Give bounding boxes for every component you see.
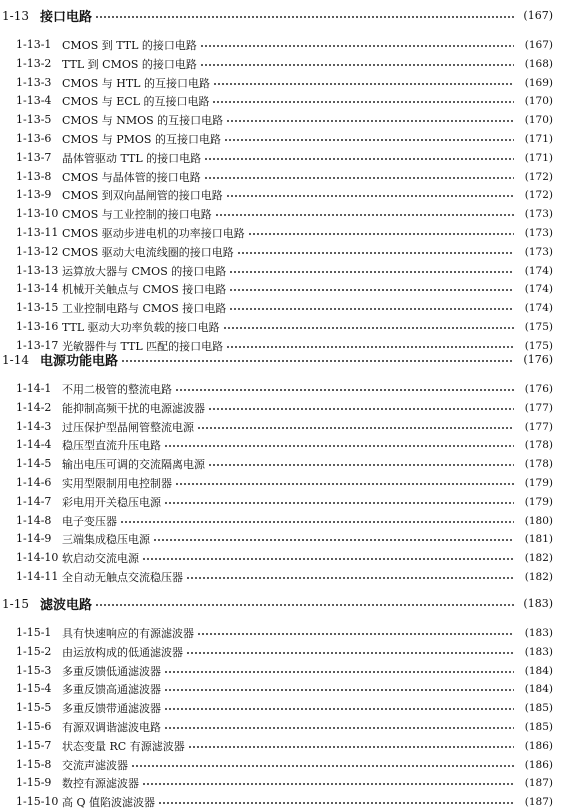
entry-title: CMOS 与 PMOS 的互接口电路 [62,132,221,146]
page-number: (185) [524,701,553,714]
entry-number: 1-14-3 [16,420,52,433]
section-heading [0,6,561,25]
dot-leader [186,577,514,579]
dot-leader [142,783,514,785]
entry-number: 1-14-10 [16,551,59,564]
dot-leader [223,327,514,329]
page-number: (170) [524,94,553,107]
entry-number: 1-14-11 [16,570,59,583]
entry-title: CMOS 驱动步进电机的功率接口电路 [62,226,245,240]
entry-title: 输出电压可调的交流隔离电源 [62,457,205,471]
entry-title: 不用二极管的整流电路 [62,382,172,396]
page-number: (181) [524,532,553,545]
entry-number: 1-13-6 [16,132,52,145]
page-number: (176) [523,353,553,366]
entry-title: 运算放大器与 CMOS 的接口电路 [62,264,227,278]
entry-number: 1-15-6 [16,720,52,733]
entry-number: 1-13-7 [16,151,52,164]
entry-number: 1-14-2 [16,401,52,414]
toc-entry [0,679,561,698]
dot-leader [164,502,514,504]
dot-leader [120,521,514,523]
toc-entry [0,204,561,223]
toc-entry [0,492,561,511]
page-number: (167) [523,9,553,22]
dot-leader [200,45,514,47]
entry-title: 全自动无触点交流稳压器 [62,570,183,584]
entry-title: CMOS 与 NMOS 的互接口电路 [62,113,224,127]
dot-leader [175,483,514,485]
entry-title: 具有快速响应的有源滤波器 [62,626,194,640]
dot-leader [131,765,514,767]
page-number: (177) [524,420,553,433]
dot-leader [197,427,514,429]
entry-title: 过压保护型晶闸管整流电源 [62,420,194,434]
entry-title: 有源双调谐滤波电路 [62,720,161,734]
toc-entry [0,73,561,92]
toc-entry [0,642,561,661]
entry-number: 1-15-10 [16,795,59,808]
section-number: 1-13 [2,8,29,23]
dot-leader [164,689,514,691]
toc-entry [0,623,561,642]
dot-leader [142,558,514,560]
page-number: (183) [524,645,553,658]
entry-number: 1-13-3 [16,76,52,89]
dot-leader [229,271,514,273]
entry-number: 1-13-8 [16,170,52,183]
entry-title: CMOS 到双向晶闸管的接口电路 [62,188,223,202]
page-number: (179) [524,476,553,489]
entry-title: CMOS 到 TTL 的接口电路 [62,38,197,52]
dot-leader [229,289,514,291]
section-title: 电源功能电路 [40,354,119,369]
page-number: (173) [524,207,553,220]
entry-number: 1-13-11 [16,226,59,239]
entry-title: 晶体管驱动 TTL 的接口电路 [62,151,202,165]
entry-title: 电子变压器 [62,514,117,528]
dot-leader [224,139,514,141]
toc-entry [0,379,561,398]
entry-title: 实用型限制用电控制器 [62,476,172,490]
toc-entry [0,511,561,530]
page-number: (167) [524,38,553,51]
entry-number: 1-15-2 [16,645,52,658]
entry-title: 交流声滤波器 [62,758,128,772]
entry-title: TTL 驱动大功率负载的接口电路 [62,320,220,334]
entry-title: 三端集成稳压电源 [62,532,150,546]
entry-title: CMOS 与 ECL 的互接口电路 [62,94,210,108]
section-title: 滤波电路 [40,598,93,613]
entry-number: 1-13-4 [16,94,52,107]
section-number: 1-15 [2,596,29,611]
page-number: (173) [524,226,553,239]
page-number: (172) [524,188,553,201]
entry-title: 多重反馈带通滤波器 [62,701,161,715]
section-heading [0,594,561,613]
section-heading [0,350,561,369]
dot-leader [121,360,514,362]
dot-leader [208,464,514,466]
page-number: (175) [524,339,553,352]
page-number: (171) [524,151,553,164]
page-number: (177) [524,401,553,414]
entry-title: CMOS 与 HTL 的互接口电路 [62,76,210,90]
entry-title: 光敏器件与 TTL 匹配的接口电路 [62,339,224,353]
toc-entry [0,473,561,492]
dot-leader [229,308,514,310]
toc-entry [0,317,561,336]
entry-number: 1-13-17 [16,339,59,352]
page-number: (174) [524,301,553,314]
dot-leader [248,233,514,235]
entry-title: 多重反馈低通滤波器 [62,664,161,678]
page-number: (178) [524,457,553,470]
toc-entry [0,417,561,436]
dot-leader [158,802,514,804]
entry-number: 1-14-6 [16,476,52,489]
toc-entry [0,279,561,298]
entry-title: 彩电用开关稳压电源 [62,495,161,509]
page-number: (184) [524,664,553,677]
page-number: (178) [524,438,553,451]
dot-leader [213,83,514,85]
page-number: (180) [524,514,553,527]
section-title: 接口电路 [40,10,93,25]
page-number: (187) [524,795,553,808]
page-number: (186) [524,758,553,771]
entry-title: 能抑制高频干扰的电源滤波器 [62,401,205,415]
entry-title: 机械开关触点与 CMOS 接口电路 [62,282,227,296]
entry-title: 状态变量 RC 有源滤波器 [62,739,185,753]
toc-entry [0,242,561,261]
toc-entry [0,148,561,167]
toc-entry [0,567,561,586]
entry-title: 软启动交流电源 [62,551,139,565]
toc-entry [0,454,561,473]
entry-number: 1-14-7 [16,495,52,508]
entry-number: 1-13-16 [16,320,59,333]
dot-leader [226,195,514,197]
entry-title: CMOS 与工业控制的接口电路 [62,207,212,221]
entry-number: 1-15-3 [16,664,52,677]
page-number: (183) [524,626,553,639]
entry-number: 1-15-5 [16,701,52,714]
page-number: (184) [524,682,553,695]
dot-leader [164,671,514,673]
entry-number: 1-13-15 [16,301,59,314]
entry-title: CMOS 驱动大电流线圈的接口电路 [62,245,234,259]
dot-leader [164,708,514,710]
dot-leader [212,101,514,103]
entry-title: 稳压型直流升压电路 [62,438,161,452]
entry-title: 由运放构成的低通滤波器 [62,645,183,659]
toc-entry [0,717,561,736]
dot-leader [186,652,514,654]
page-number: (182) [524,570,553,583]
entry-number: 1-14-1 [16,382,52,395]
toc-entry [0,661,561,680]
page-number: (168) [524,57,553,70]
dot-leader [204,177,514,179]
toc-entry [0,736,561,755]
entry-title: 数控有源滤波器 [62,776,139,790]
page-number: (176) [524,382,553,395]
toc-entry [0,792,561,811]
dot-leader [208,408,514,410]
dot-leader [200,64,514,66]
toc-entry [0,435,561,454]
entry-number: 1-13-13 [16,264,59,277]
page-number: (183) [523,597,553,610]
entry-number: 1-13-9 [16,188,52,201]
page-number: (170) [524,113,553,126]
page-number: (179) [524,495,553,508]
toc-entry [0,698,561,717]
entry-number: 1-13-1 [16,38,52,51]
entry-number: 1-15-8 [16,758,52,771]
entry-number: 1-13-10 [16,207,59,220]
entry-number: 1-15-9 [16,776,52,789]
page-number: (174) [524,264,553,277]
toc-entry [0,548,561,567]
dot-leader [237,252,514,254]
toc-entry [0,755,561,774]
page-number: (185) [524,720,553,733]
page-number: (187) [524,776,553,789]
entry-number: 1-14-5 [16,457,52,470]
toc-entry [0,529,561,548]
toc-entry [0,167,561,186]
toc-entry [0,298,561,317]
dot-leader [164,727,514,729]
toc-entry [0,773,561,792]
dot-leader [204,158,514,160]
entry-number: 1-15-4 [16,682,52,695]
page-number: (186) [524,739,553,752]
toc-entry [0,91,561,110]
toc-entry [0,54,561,73]
page-number: (172) [524,170,553,183]
dot-leader [188,746,514,748]
page-number: (171) [524,132,553,145]
dot-leader [215,214,514,216]
entry-number: 1-14-9 [16,532,52,545]
entry-number: 1-13-12 [16,245,59,258]
entry-number: 1-14-4 [16,438,52,451]
dot-leader [226,120,514,122]
page-number: (175) [524,320,553,333]
toc-entry [0,129,561,148]
dot-leader [95,16,514,18]
entry-number: 1-13-5 [16,113,52,126]
page-number: (174) [524,282,553,295]
toc-entry [0,261,561,280]
dot-leader [175,389,514,391]
toc-entry [0,223,561,242]
dot-leader [197,633,514,635]
dot-leader [226,346,514,348]
entry-number: 1-13-14 [16,282,59,295]
page-number: (169) [524,76,553,89]
entry-title: 高 Q 值陷波滤波器 [62,795,156,809]
entry-number: 1-13-2 [16,57,52,70]
toc-entry [0,185,561,204]
entry-title: CMOS 与晶体管的接口电路 [62,170,201,184]
dot-leader [153,539,514,541]
entry-title: 多重反馈高通滤波器 [62,682,161,696]
toc-entry [0,398,561,417]
dot-leader [95,604,514,606]
entry-number: 1-15-7 [16,739,52,752]
dot-leader [164,445,514,447]
entry-title: 工业控制电路与 CMOS 接口电路 [62,301,227,315]
toc-entry [0,35,561,54]
page-number: (173) [524,245,553,258]
page-number: (182) [524,551,553,564]
entry-number: 1-14-8 [16,514,52,527]
entry-title: TTL 到 CMOS 的接口电路 [62,57,197,71]
section-number: 1-14 [2,352,29,367]
entry-number: 1-15-1 [16,626,52,639]
toc-entry [0,110,561,129]
